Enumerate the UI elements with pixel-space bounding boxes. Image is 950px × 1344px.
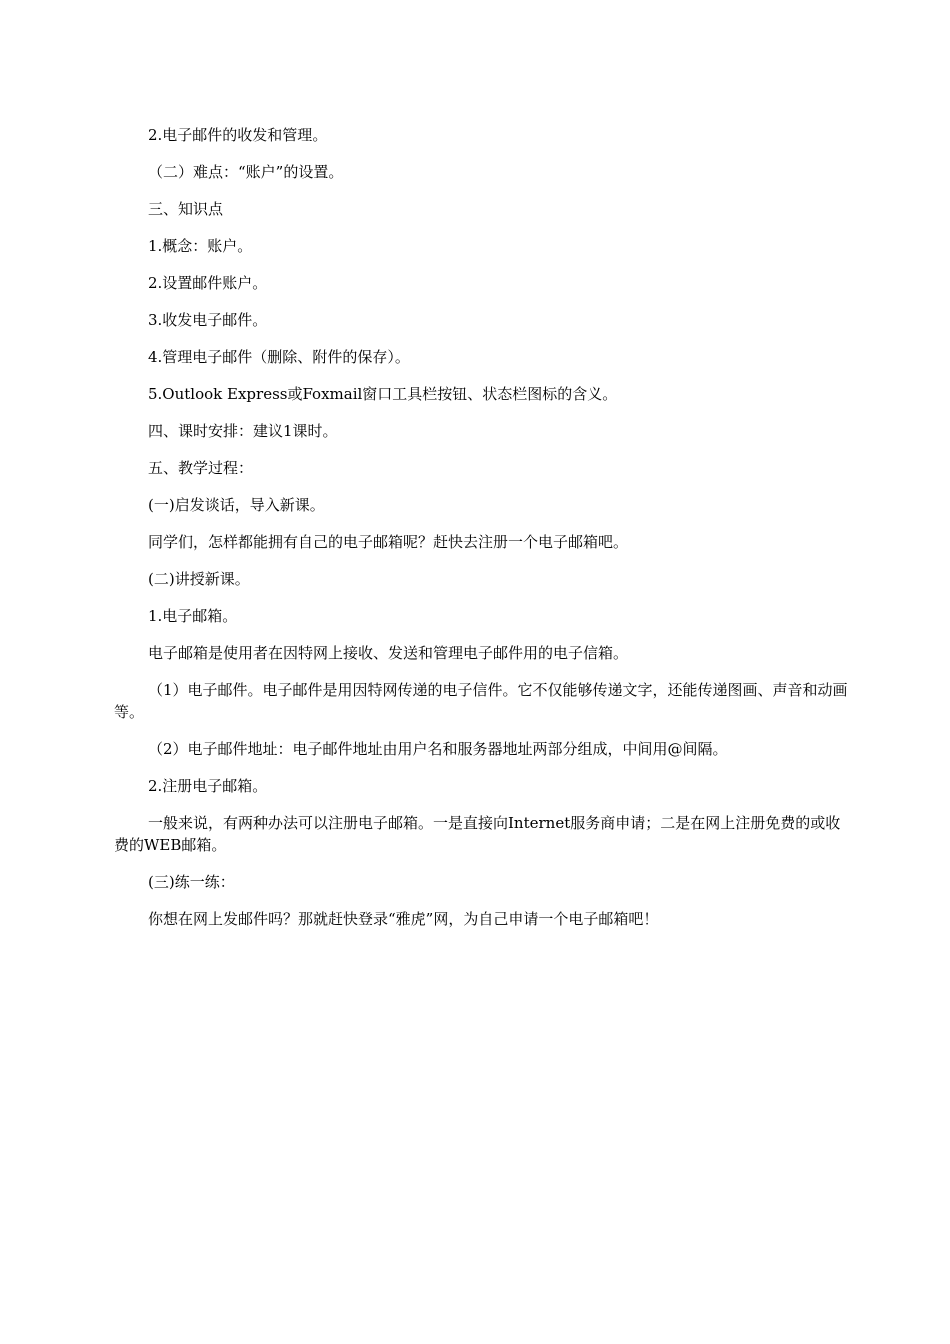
paragraph-13: (二)讲授新课。 [148,570,250,588]
paragraph-1: 2.电子邮件的收发和管理。 [148,126,328,144]
paragraph-5: 2.设置邮件账户。 [148,274,268,292]
paragraph-4: 1.概念：账户。 [148,237,253,255]
paragraph-7: 4.管理电子邮件（删除、附件的保存）。 [148,348,410,366]
paragraph-18: 2.注册电子邮箱。 [148,777,268,795]
paragraph-6: 3.收发电子邮件。 [148,311,268,329]
paragraph-8: 5.Outlook Express或Foxmail窗口工具栏按钮、状态栏图标的含义。 [148,385,618,403]
section-heading-process: 五、教学过程： [148,459,254,477]
paragraph-14: 1.电子邮箱。 [148,607,238,625]
section-heading-schedule: 四、课时安排：建议1课时。 [148,422,338,440]
paragraph-2: （二）难点：“账户”的设置。 [148,163,344,181]
document-body [114,124,854,945]
paragraph-12: 同学们，怎样都能拥有自己的电子邮箱呢？赶快去注册一个电子邮箱吧。 [148,533,629,551]
paragraph-19: 一般来说，有两种办法可以注册电子邮箱。一是直接向Internet服务商申请；二是在网上注册免费的或收费的WEB邮箱。 [114,814,841,854]
paragraph-11: (一)启发谈话，导入新课。 [148,496,325,514]
paragraph-21: 你想在网上发邮件吗？那就赶快登录“雅虎”网，为自己申请一个电子邮箱吧！ [148,910,659,928]
paragraph-20: (三)练一练： [148,873,235,891]
paragraph-17: （2）电子邮件地址：电子邮件地址由用户名和服务器地址两部分组成，中间用@间隔。 [148,740,728,758]
paragraph-16: （1）电子邮件。电子邮件是用因特网传递的电子信件。它不仅能够传递文字，还能传递图画、声音和动画等。 [114,681,848,721]
paragraph-15: 电子邮箱是使用者在因特网上接收、发送和管理电子邮件用的电子信箱。 [148,644,629,662]
section-heading-knowledge: 三、知识点 [148,200,224,218]
